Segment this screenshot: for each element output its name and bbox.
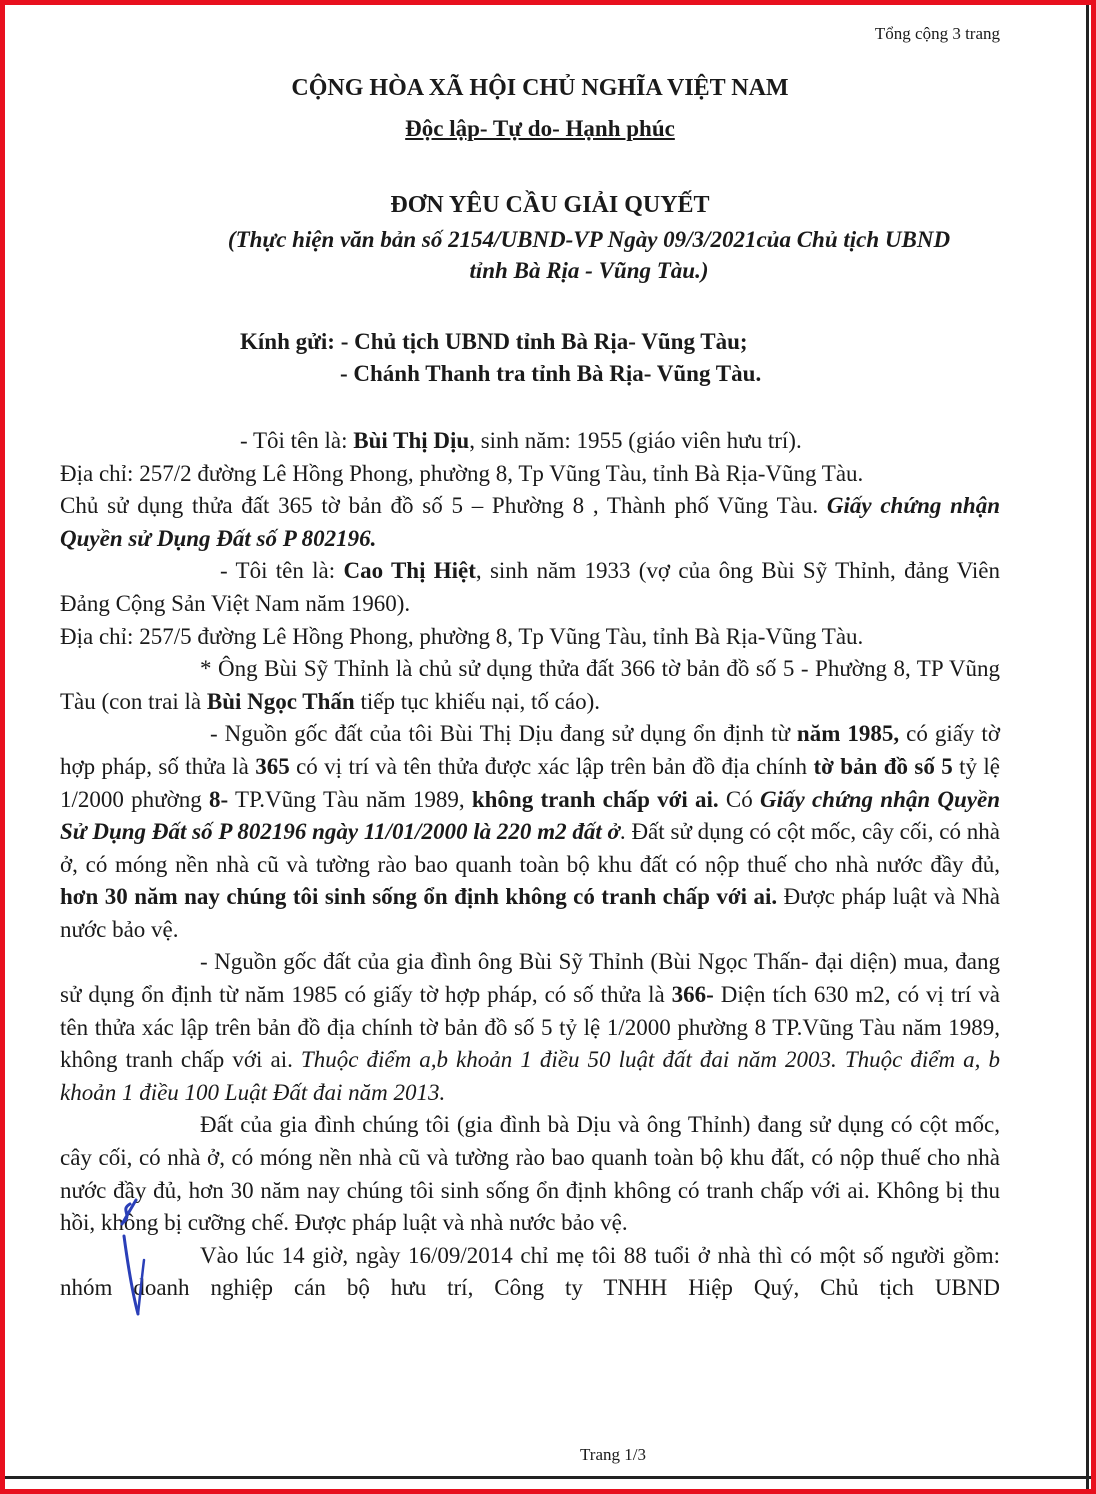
son-name: Bùi Ngọc Thấn — [206, 688, 355, 714]
paragraph-applicant-1 — [60, 425, 1000, 458]
page-number: Trang 1/3 — [580, 1445, 646, 1464]
text: Chủ sử dụng thửa đất 365 tờ bản đồ số 5 – Phường 8 , Thành phố Vũng Tàu. — [60, 493, 827, 519]
certificate-ref: Giấy chứng nhận Quyền Sử Dụng Đất số P 802196 ngày 11/01/2000 là 220 m2 đất ở — [60, 786, 1001, 845]
subtitle-line-1: (Thực hiện văn bản số 2154/UBND-VP Ngày 09/3/2021của Chủ tịch UBND — [227, 226, 951, 252]
text: . Đất sử dụng có cột mốc, cây cối, có nhà ở, có móng nền nhà cũ và tường rào bao quanh toàn bộ khu đất có nộp thuế cho nhà nước đầy đủ, — [60, 819, 1001, 877]
text: - Tôi tên là: — [240, 427, 354, 453]
text: - Nguồn gốc đất của gia đình ông Bùi Sỹ Thỉnh (Bùi Ngọc Thấn- đại diện) mua, đang sử dụng ổn định từ năm 1985 có giấy tờ hợp pháp, có số thửa là — [60, 949, 1000, 1008]
text: TP.Vũng Tàu năm 1989, — [228, 786, 472, 812]
text-bold: tờ bản đồ số 5 — [813, 753, 953, 779]
paragraph-note-thinh — [60, 653, 1000, 718]
text: tiếp tục khiếu nại, tố cáo). — [354, 688, 600, 714]
text-bold: không tranh chấp với ai. — [471, 786, 719, 812]
paragraph-address-2: Địa chỉ: 257/5 đường Lê Hồng Phong, phường 8, Tp Vũng Tàu, tỉnh Bà Rịa-Vũng Tàu. — [60, 623, 864, 649]
paragraph-address-1: Địa chỉ: 257/2 đường Lê Hồng Phong, phường 8, Tp Vũng Tàu, tỉnh Bà Rịa-Vũng Tàu. — [60, 460, 864, 486]
scan-edge-right — [1086, 5, 1089, 1489]
legal-ref: Thuộc điểm a,b khoản 1 điều 50 luật đất đai năm 2003. Thuộc điểm a, b khoản 1 điều 100 Luật Đất đai năm 2013. — [60, 1047, 1000, 1105]
motto: Độc lập- Tự do- Hạnh phúc — [405, 115, 675, 141]
total-pages-note: Tổng cộng 3 trang — [874, 24, 1000, 43]
text: tỷ lệ 1/2000 phường — [60, 753, 1000, 812]
document-page — [60, 14, 1000, 1305]
text: có vị trí và tên thửa được xác lập trên bản đồ địa chính — [289, 753, 814, 779]
text: , sinh năm: 1955 (giáo viên hưu trí). — [469, 427, 802, 453]
applicant-name: Cao Thị Hiệt — [343, 558, 476, 584]
text: - Tôi tên là: — [220, 558, 344, 584]
text: , sinh năm 1933 (vợ của ông Bùi Sỹ Thỉnh, đảng Viên Đảng Cộng Sản Việt Nam năm 1960). — [60, 558, 1000, 616]
recipient-line-1: Kính gửi: - Chủ tịch UBND tỉnh Bà Rịa- Vũng Tàu; — [240, 328, 748, 354]
subtitle-line-2: tỉnh Bà Rịa - Vũng Tàu.) — [469, 257, 709, 283]
text: Được pháp luật và Nhà nước bảo vệ. — [60, 884, 1000, 942]
text-bold: 366- — [671, 982, 714, 1008]
document-body — [60, 425, 1000, 1305]
paragraph-land-origin-2 — [60, 946, 1000, 1109]
paragraph-land-origin-1 — [60, 718, 1000, 946]
document-title: ĐƠN YÊU CẦU GIẢI QUYẾT — [390, 192, 710, 219]
text: có giấy tờ hợp pháp, số thửa là — [60, 721, 1000, 779]
paragraph-incident: Vào lúc 14 giờ, ngày 16/09/2014 chỉ mẹ tôi 88 tuổi ở nhà thì có một số người gồm: nhóm doanh nghiệp cán bộ hưu trí, Công ty TNHH Hiệp Quý, Chủ tịch UBND — [60, 1242, 1000, 1301]
recipient-line-2: - Chánh Thanh tra tỉnh Bà Rịa- Vũng Tàu. — [340, 361, 762, 387]
text-bold: năm 1985, — [796, 721, 900, 747]
paragraph-land-owner — [60, 490, 1000, 555]
paragraph-applicant-2 — [60, 555, 1000, 620]
document-subtitle — [178, 224, 1000, 286]
text: Có — [718, 786, 761, 812]
text-bold: 8- — [209, 786, 229, 812]
text: Diện tích 630 m2, có vị trí và tên thửa xác lập trên bản đồ địa chính tờ bản đồ số 5 tỷ lệ 1/2000 phường 8 TP.Vũng Tàu năm 1989, không tranh chấp với ai. — [60, 982, 1000, 1073]
certificate-ref: Giấy chứng nhận Quyền sử Dụng Đất số P 802196. — [60, 493, 1000, 551]
paragraph-family-land: Đất của gia đình chúng tôi (gia đình bà Dịu và ông Thỉnh) đang sử dụng có cột mốc, cây cối, có nhà ở, có móng nền nhà cũ và tường rào bao quanh toàn bộ khu đất, có nộp thuế cho nhà nước đầy đủ, hơn 30 năm nay chúng tôi sinh sống ổn định không có tranh chấp với ai. Không bị thu hồi, không bị cưỡng chế. Được pháp luật và nhà nước bảo vệ. — [60, 1112, 1000, 1236]
text-bold: hơn 30 năm nay chúng tôi sinh sống ổn định không có tranh chấp với ai. — [60, 884, 778, 910]
recipients — [60, 326, 1000, 391]
text: * Ông Bùi Sỹ Thỉnh là chủ sử dụng thửa đất 366 tờ bản đồ số 5 - Phường 8, TP Vũng Tàu (con trai là — [60, 656, 1000, 714]
applicant-name: Bùi Thị Dịu — [353, 427, 470, 453]
handwritten-check-mark-icon — [110, 1196, 156, 1326]
nation-heading: CỘNG HÒA XÃ HỘI CHỦ NGHĨA VIỆT NAM — [291, 75, 789, 101]
scan-edge-bottom — [5, 1476, 1091, 1479]
text: - Nguồn gốc đất của tôi Bùi Thị Dịu đang sử dụng ổn định từ — [210, 721, 797, 747]
text-bold: 365 — [255, 753, 290, 779]
